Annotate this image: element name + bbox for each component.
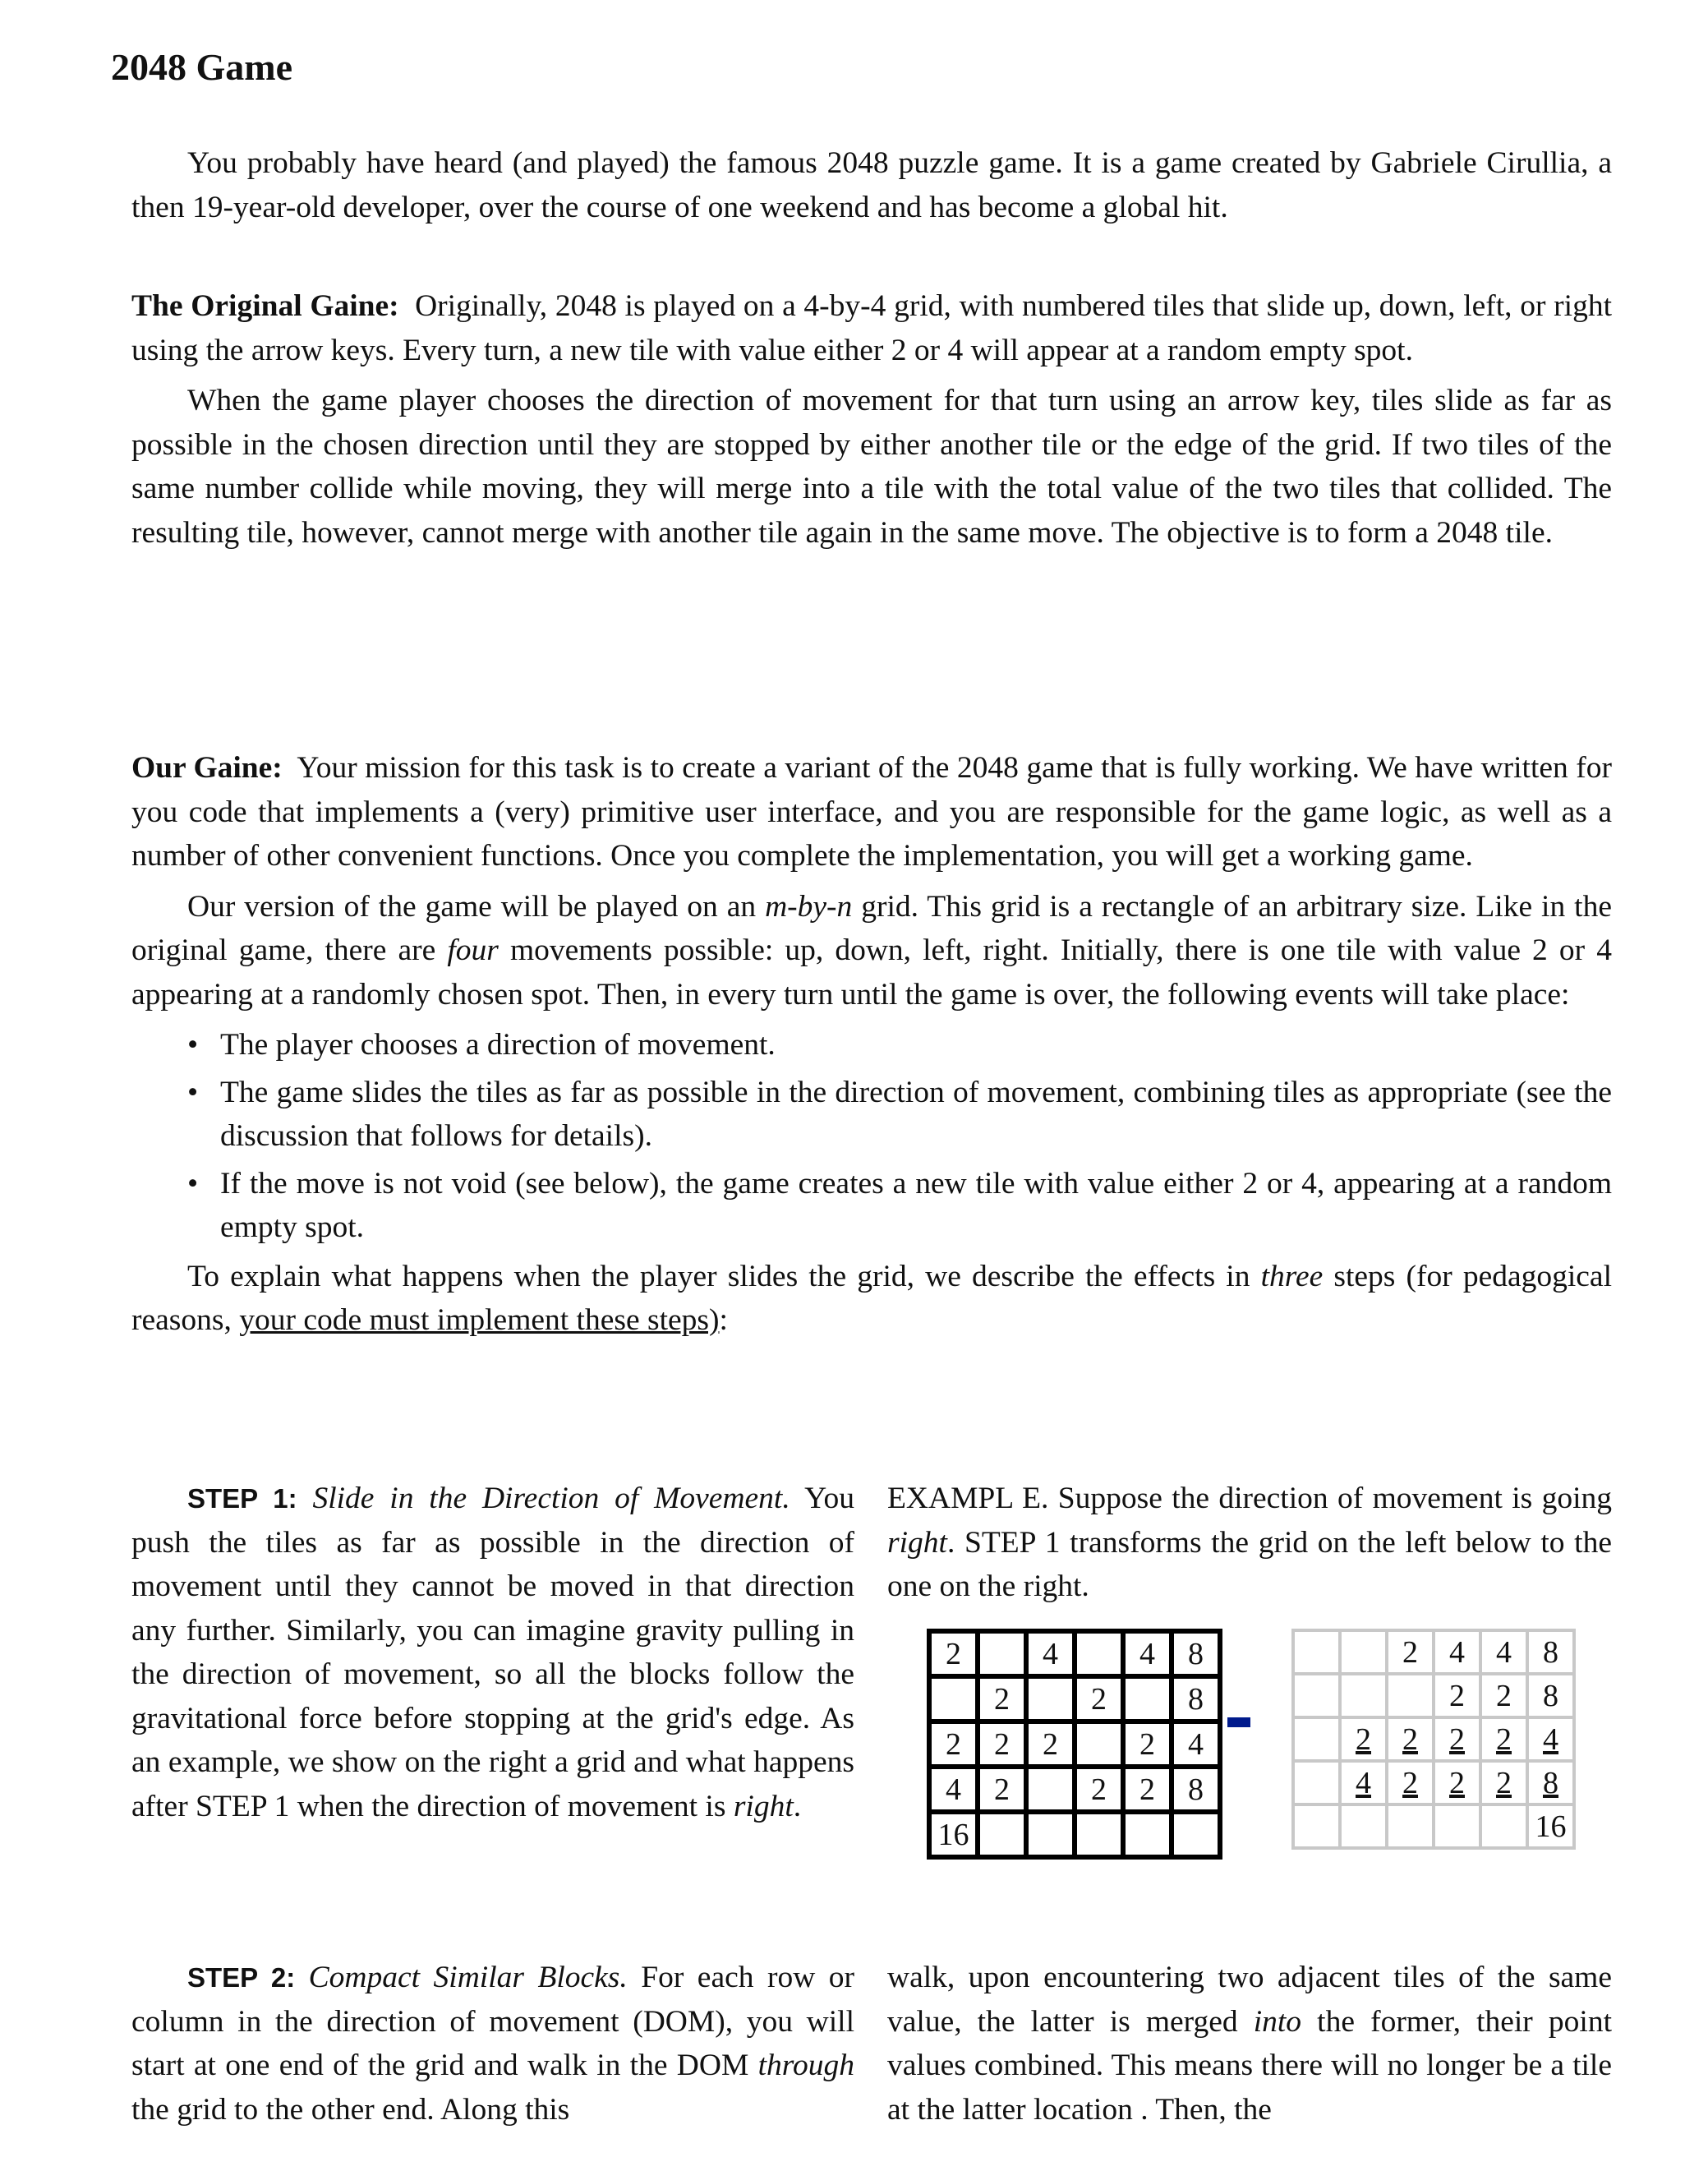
grid-row [929,1631,1220,1676]
grid-cell [1123,1676,1172,1721]
grid-cell: 2 [1075,1676,1123,1721]
grid-cell [1075,1631,1123,1676]
grid-cell: 2 [978,1721,1026,1767]
our-paragraph-2: Our version of the game will be played on an m-by-n grid. This grid is a rectangle of an arbitrary size. Like in the original game, there are four movements possible: up, down, left, right. Initially, there is one tile with value 2 or 4 appearing at a randomly chosen spot. Then, in every turn until the game is over, the following events will take place: [131,889,1612,1012]
original-paragraph-1: Originally, 2048 is played on a 4-by-4 grid, with numbered tiles that slide up, down, left, or right using the arrow keys. Every turn, a new tile with value either 2 or 4 will appear at a random empty spot. [131,289,1613,367]
grid-cell: 2 [1075,1767,1123,1812]
grid-cell: 2 [1434,1761,1480,1804]
grid-cell: 2 [1480,1761,1527,1804]
our-paragraph-1: Your mission for this task is to create a variant of the 2048 game that is fully working. We have written for you code that implements a (very) primitive user interface, and you are responsible for the game logic, as well as a number of other convenient functions. Once you complete the implementation, you will get a working game. [131,751,1612,873]
grid-cell [1293,1630,1340,1674]
grid-cell: 4 [929,1767,978,1812]
grid-cell: 2 [1434,1674,1480,1717]
grid-cell: 2 [929,1721,978,1767]
original-paragraph-2: When the game player chooses the direction of movement for that turn using an arrow key, tiles slide as far as possible in the chosen direction until they are stopped by either another tile or the edge of the grid. If two tiles of the same number collide while moving, they will merge into a tile with the total value of the two tiles that collided. The resulting tile, however, cannot merge with another tile again in the same move. The objective is to form a 2048 tile. [131,384,1612,550]
arrow-icon [1227,1717,1250,1727]
grid-cell: 8 [1172,1767,1220,1812]
list-item: • The game slides the tiles as far as possible in the direction of movement, combining tiles as appropriate (see the discussion that follows for details). [187,1071,1612,1159]
step1-text: STEP 1: Slide in the Direction of Movement. You push the tiles as far as possible in the direction of movement until they cannot be moved in that direction any further. Similarly, you can imagine gravity pulling in the direction of movement, so all the blocks follow the gravitational force before stopping at the grid's edge. As an example, we show on the right a grid and what happens after STEP 1 when the direction of movement is right. [131,1482,855,1823]
grid-cell: 16 [929,1812,978,1857]
grid-before [927,1629,1222,1860]
grid-cell: 2 [1387,1630,1434,1674]
grid-cell [1340,1804,1387,1848]
page-title: 2048 Game [111,46,293,88]
grid-cell: 16 [1527,1804,1574,1848]
grid-row [929,1676,1220,1721]
grid-cell [1434,1804,1480,1848]
grid-cell: 2 [1026,1721,1075,1767]
intro-section [131,141,1612,236]
our-heading: Our Gaine: [131,751,283,785]
event-list [187,1023,1612,1250]
original-heading: The Original Gaine: [131,289,399,323]
example-text: EXAMPL E. Suppose the direction of movement is going right. STEP 1 transforms the grid on the left below to the one on the right. [887,1482,1612,1603]
grid-cell: 4 [1434,1630,1480,1674]
grid-cell: 4 [1527,1717,1574,1761]
grid-cell [1340,1630,1387,1674]
grid-cell [1293,1717,1340,1761]
grid-cell [1293,1761,1340,1804]
grid-cell: 2 [1480,1717,1527,1761]
our-game-section [131,746,1612,1349]
our-paragraph-3: To explain what happens when the player slides the grid, we describe the effects in three steps (for pedagogical reasons, your code must implement these steps): [131,1259,1612,1337]
grid-cell: 2 [1387,1717,1434,1761]
grid-cell: 2 [1123,1767,1172,1812]
grid-cell: 8 [1527,1630,1574,1674]
grid-cell: 2 [929,1631,978,1676]
grid-cell: 8 [1172,1676,1220,1721]
grid-cell [1075,1812,1123,1857]
grid-cell: 8 [1527,1674,1574,1717]
grid-cell [978,1812,1026,1857]
list-item: • The player chooses a direction of movement. [187,1023,1612,1067]
list-item: • If the move is not void (see below), the game creates a new tile with value either 2 or 4, appearing at a random empty spot. [187,1162,1612,1250]
grid-cell [929,1676,978,1721]
step2-text-right: walk, upon encountering two adjacent tiles of the same value, the latter is merged into the former, their point values combined. This means there will no longer be a tile at the latter location . Then, the [887,1961,1612,2127]
grid-cell: 2 [1340,1717,1387,1761]
grid-cell: 2 [1123,1721,1172,1767]
grid-cell: 2 [978,1767,1026,1812]
grid-cell: 2 [1434,1717,1480,1761]
grid-after [1291,1629,1576,1850]
intro-paragraph: You probably have heard (and played) the famous 2048 puzzle game. It is a game created by Gabriele Cirullia, a then 19-year-old developer, over the course of one weekend and has become a global hit. [131,146,1612,224]
grid-row [1293,1761,1574,1804]
grid-cell [1026,1767,1075,1812]
grid-row [929,1721,1220,1767]
grid-row [929,1767,1220,1812]
grid-cell: 4 [1026,1631,1075,1676]
grid-cell: 8 [1527,1761,1574,1804]
grid-cell: 4 [1480,1630,1527,1674]
grid-row [1293,1804,1574,1848]
grid-cell: 2 [1387,1761,1434,1804]
grid-row [1293,1630,1574,1674]
grid-cell [1387,1674,1434,1717]
grid-row [1293,1717,1574,1761]
grid-cell [1075,1721,1123,1767]
grid-cell: 4 [1340,1761,1387,1804]
grid-cell [1480,1804,1527,1848]
grid-cell [1293,1804,1340,1848]
grid-cell: 2 [1480,1674,1527,1717]
grid-cell [1293,1674,1340,1717]
grid-cell [978,1631,1026,1676]
grid-cell: 2 [978,1676,1026,1721]
grid-cell [1340,1674,1387,1717]
grid-row [929,1812,1220,1857]
grid-cell: 4 [1172,1721,1220,1767]
grid-row [1293,1674,1574,1717]
grid-cell: 4 [1123,1631,1172,1676]
grid-cell [1123,1812,1172,1857]
grid-cell [1026,1812,1075,1857]
grid-cell [1026,1676,1075,1721]
grid-cell: 8 [1172,1631,1220,1676]
grid-cell [1387,1804,1434,1848]
original-game-section [131,284,1612,561]
step2-text-left: STEP 2: Compact Similar Blocks. For each row or column in the direction of movement (DOM), you will start at one end of the grid and walk in the DOM through the grid to the other end. Along this [131,1961,854,2127]
grid-cell [1172,1812,1220,1857]
